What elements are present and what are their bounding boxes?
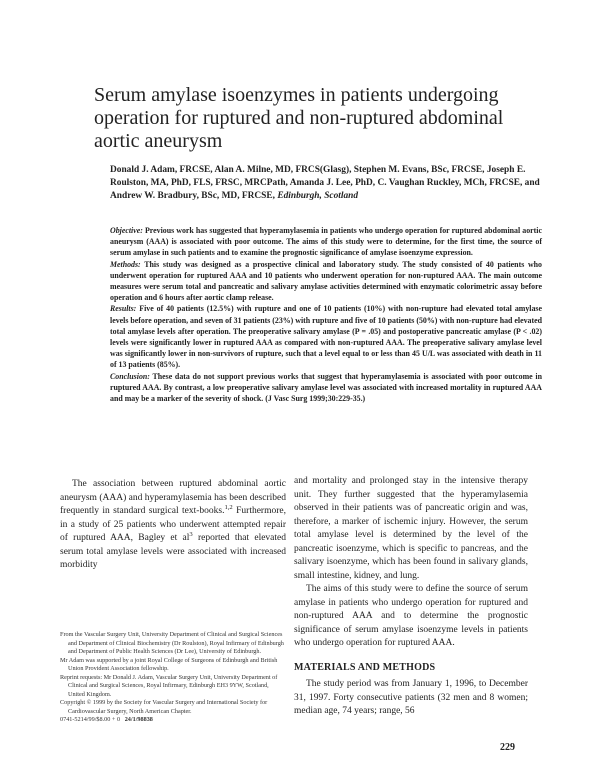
methods-text: This study was designed as a prospective clinical and laboratory study. The study consisted of 40 patients who underwent operation for ruptured AAA and 10 patients who underwent operation for non-ruptured AAA. The main outcome measures were serum total and pancreatic and salivary amylase activities determined with enzymatic colorimetric assay before operation and 6 hours after aortic clamp release. xyxy=(110,259,542,303)
citation-3: 3 xyxy=(189,530,193,538)
author-list xyxy=(110,164,540,202)
abstract-objective xyxy=(110,225,542,259)
article-code xyxy=(60,716,286,725)
abstract-methods xyxy=(110,259,542,304)
author-names: Donald J. Adam, FRCSE, Alan A. Milne, MD, FRCS(Glasg), Stephen M. Evans, BSc, FRCSE, Joseph E. Roulston, MA, PhD, FLS, FRSC, MRCPath, Amanda J. Lee, PhD, C. Vaughan Ruckley, MCh, FRCSE, and Andrew W. Bradbury, BSc, MD, FRCSE, xyxy=(110,165,540,201)
footnote-copyright: Copyright © 1999 by the Society for Vascular Surgery and International Society for Cardiovascular Surgery, North American Chapter. xyxy=(60,699,268,715)
results-text: Five of 40 patients (12.5%) with rupture and one of 10 patients (10%) with non-rupture had elevated total amylase levels before operation, and seven of 31 patients (23%) with rupture and five of 10 patients (50%) with non-rupture had elevated total amylase levels after operation. The preoperative salivary amylase (P = .05) and postoperative pancreatic amylase (P < .02) levels were significantly lower in ruptured AAA as compared with non-ruptured AAA. The preoperative salivary amylase level was significantly lower in non-survivors of rupture, such that a level equal to or less than 45 U/L was associated with death in 11 of 13 patients (85%). xyxy=(110,304,543,370)
abstract xyxy=(110,225,542,404)
objective-text: Previous work has suggested that hyperamylasemia in patients who undergo operation for ruptured abdominal aortic aneurysm (AAA) is associated with poor outcome. The aims of this study were to determine, for the first time, the source of serum amylase in such patients and to examine the prognostic significance of amylase isoenzyme expression. xyxy=(110,226,542,258)
right-paragraph-3: The study period was from January 1, 1996, to December 31, 1997. Forty consecutive patients (32 men and 8 women; median age, 74 years; range, 56 xyxy=(294,679,528,716)
page-number: 229 xyxy=(500,742,515,753)
section-heading-methods: MATERIALS AND METHODS xyxy=(294,661,436,673)
footnote-reprint: Reprint requests: Mr Donald J. Adam, Vascular Surgery Unit, University Department of Clinical and Surgical Sciences, Royal Infirmary, Edinburgh EH3 9YW, Scotland, United Kingdom. xyxy=(60,673,278,698)
intro-text-3: reported that elevated serum total amylase levels were associated with increased morbidity xyxy=(60,533,286,570)
author-location: Edinburgh, Scotland xyxy=(277,190,359,201)
conclusion-label: Conclusion: xyxy=(110,371,150,381)
footnote-affiliation: From the Vascular Surgery Unit, University Department of Clinical and Surgical Sciences and Department of Clinical Biochemistry (Dr Roulston), Royal Infirmary of Edinburgh and Department of Public Health Sciences (Dr Lee), University of Edinburgh. xyxy=(60,631,284,655)
right-paragraph-1: and mortality and prolonged stay in the intensive therapy unit. They further suggested that the hyperamylasemia observed in their patients was of pancreatic origin and was, therefore, a marker of ischemic injury. However, the serum total amylase level is determined by the level of the pancreatic isoenzyme, which is specific to pancreas, and the salivary isoenzyme, which has been found in salivary glands, small intestine, kidney, and lung. xyxy=(294,476,528,581)
code-number: 0741-5214/99/$8.00 + 0 xyxy=(60,716,121,723)
citation-1-2: 1,2 xyxy=(224,503,233,511)
methods-label: Methods: xyxy=(110,259,141,269)
right-paragraph-2: The aims of this study were to define the source of serum amylase in patients who undergo operation for ruptured and non-ruptured AAA and to determine the prognostic significance of serum amylase isoenzyme levels in patients who undergo operation for ruptured AAA. xyxy=(294,584,528,648)
intro-text-2: Furthermore, in a study of 25 patients who underwent attempted repair of ruptured AAA, Bagley et al xyxy=(60,506,286,543)
conclusion-text: These data do not support previous works that suggest that hyperamylasemia is associated with poor outcome in ruptured AAA. By contrast, a low preoperative salivary amylase level was associated with increased mortality in ruptured AAA and may be a marker of the severity of shock. (J Vasc Surg 1999;30:229-35.) xyxy=(110,371,542,404)
abstract-conclusion xyxy=(110,371,542,405)
objective-label: Objective: xyxy=(110,226,143,235)
footnote-funding: Mr Adam was supported by a joint Royal College of Surgeons of Edinburgh and British Union Provident Association fellowship. xyxy=(60,656,278,672)
article-title: Serum amylase isoenzymes in patients undergoing operation for ruptured and non-ruptured abdominal aortic aneurysm xyxy=(94,84,504,152)
footnotes xyxy=(60,631,286,725)
left-column xyxy=(60,478,286,573)
intro-paragraph xyxy=(60,478,286,573)
right-column xyxy=(294,475,528,719)
abstract-results xyxy=(110,303,542,370)
code-bold: 24/1/98838 xyxy=(124,716,153,723)
intro-text-1: The association between ruptured abdominal aortic aneurysm (AAA) and hyperamylasemia has been described frequently in standard surgical text-books. xyxy=(60,479,286,516)
results-label: Results: xyxy=(110,304,137,314)
